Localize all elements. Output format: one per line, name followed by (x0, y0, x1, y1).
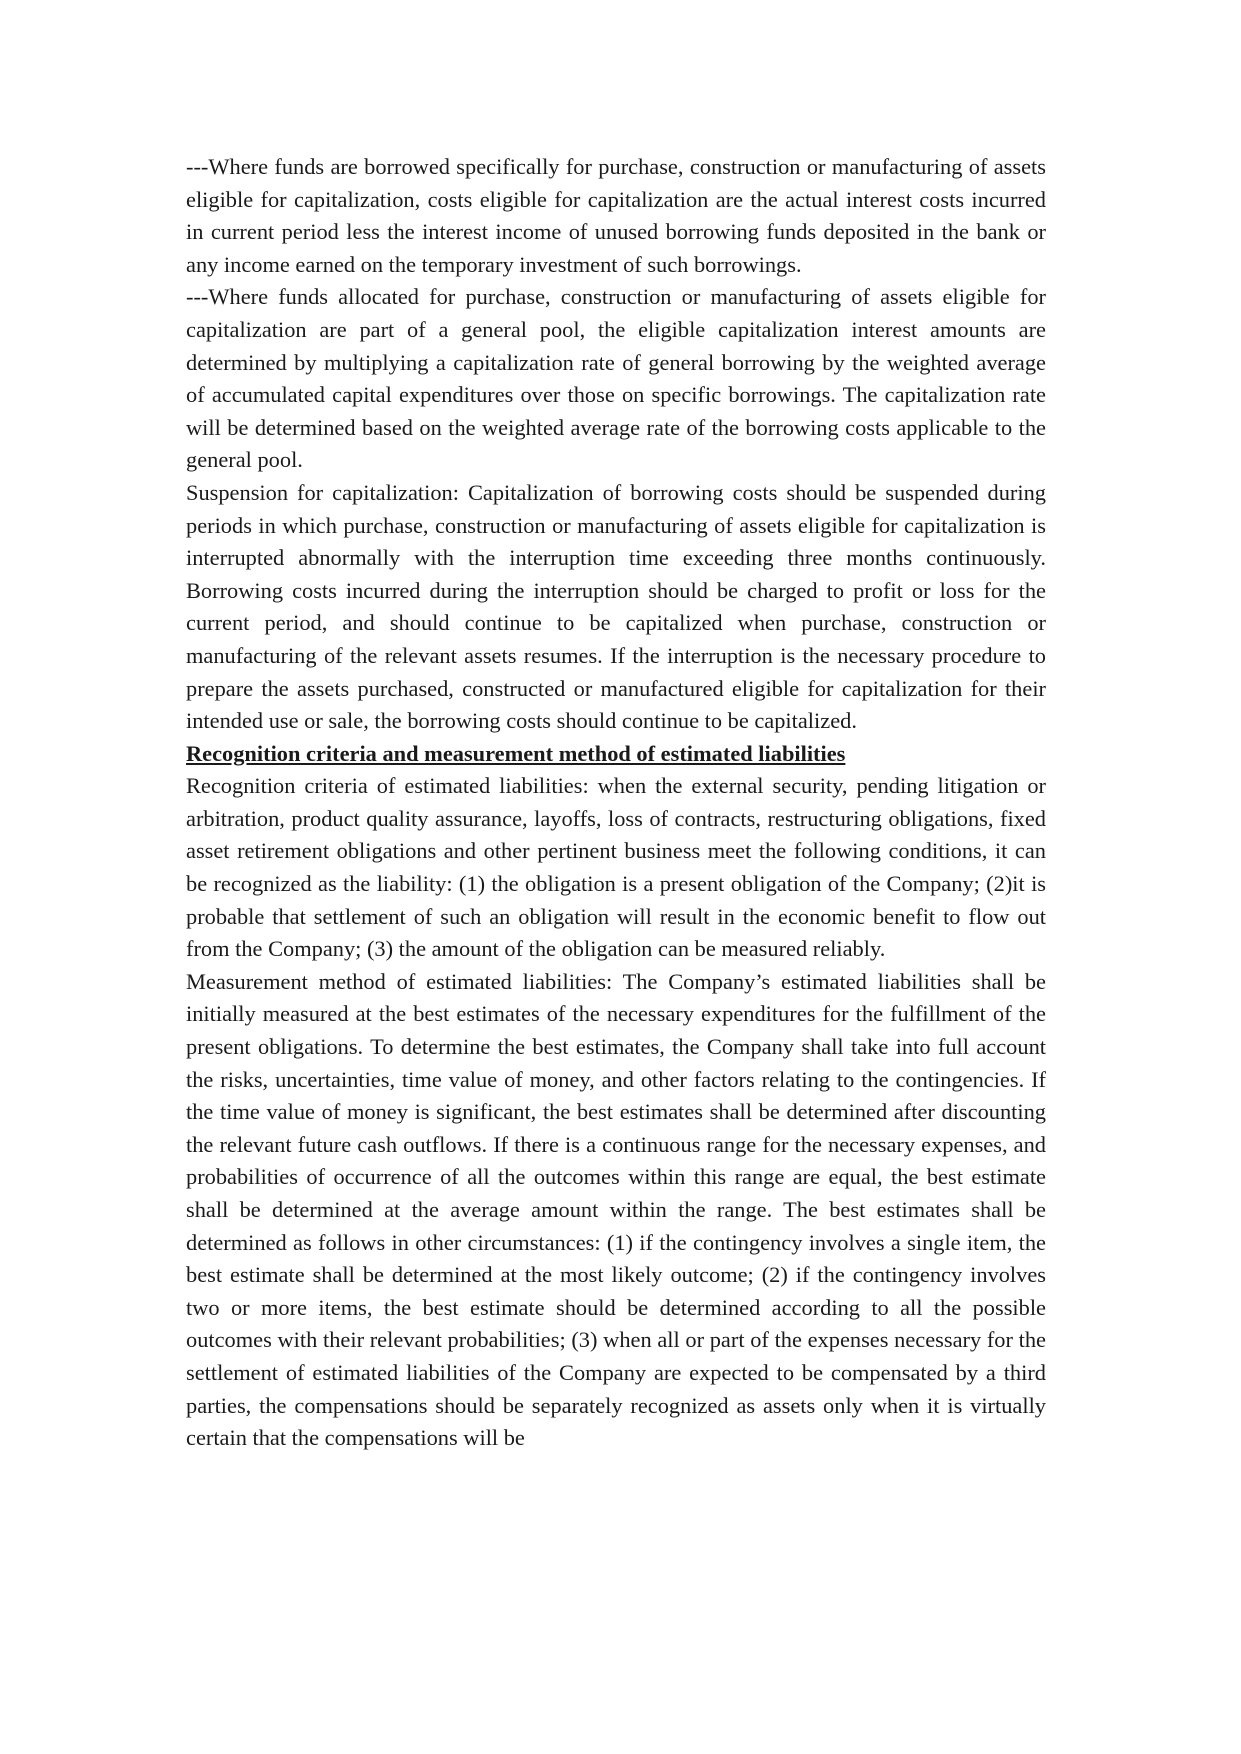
paragraph-general-borrowing: ---Where funds allocated for purchase, construction or manufacturing of assets eligible for capitalization are part of a general pool, the eligible capitalization interest amounts are determined by multiplying a capitalization rate of general borrowing by the weighted average of accumulated capital expenditures over those on specific borrowings. The capitalization rate will be determined based on the weighted average rate of the borrowing costs applicable to the general pool. (186, 284, 1046, 473)
paragraph-suspension-capitalization: Suspension for capitalization: Capitalization of borrowing costs should be suspended during periods in which purchase, construction or manufacturing of assets eligible for capitalization is interrupted abnormally with the interruption time exceeding three months continuously. Borrowing costs incurred during the interruption should be charged to profit or loss for the current period, and should continue to be capitalized when purchase, construction or manufacturing of the relevant assets resumes. If the interruption is the necessary procedure to prepare the assets purchased, constructed or manufactured eligible for capitalization for their intended use or sale, the borrowing costs should continue to be capitalized. (186, 479, 1046, 734)
document-page (186, 151, 1046, 1455)
paragraph-measurement-method: Measurement method of estimated liabilities: The Company’s estimated liabilities shall be initially measured at the best estimates of the necessary expenditures for the fulfillment of the present obligations. To determine the best estimates, the Company shall take into full account the risks, uncertainties, time value of money, and other factors relating to the contingencies. If the time value of money is significant, the best estimates shall be determined after discounting the relevant future cash outflows. If there is a continuous range for the necessary expenses, and probabilities of occurrence of all the outcomes within this range are equal, the best estimate shall be determined at the average amount within the range. The best estimates shall be determined as follows in other circumstances: (1) if the contingency involves a single item, the best estimate shall be determined at the most likely outcome; (2) if the contingency involves two or more items, the best estimate should be determined according to all the possible outcomes with their relevant probabilities; (3) when all or part of the expenses necessary for the settlement of estimated liabilities of the Company are expected to be compensated by a third parties, the compensations should be separately recognized as assets only when it is virtually certain that the compensations will be (186, 968, 1046, 1451)
section-heading: Recognition criteria and measurement method of estimated liabilities (186, 740, 846, 766)
paragraph-specific-borrowing: ---Where funds are borrowed specifically for purchase, construction or manufacturing of assets eligible for capitalization, costs eligible for capitalization are the actual interest costs incurred in current period less the interest income of unused borrowing funds deposited in the bank or any income earned on the temporary investment of such borrowings. (186, 154, 1046, 277)
paragraph-recognition-criteria: Recognition criteria of estimated liabilities: when the external security, pending litigation or arbitration, product quality assurance, layoffs, loss of contracts, restructuring obligations, fixed asset retirement obligations and other pertinent business meet the following conditions, it can be recognized as the liability: (1) the obligation is a present obligation of the Company; (2)it is probable that settlement of such an obligation will result in the economic benefit to flow out from the Company; (3) the amount of the obligation can be measured reliably. (186, 773, 1046, 962)
